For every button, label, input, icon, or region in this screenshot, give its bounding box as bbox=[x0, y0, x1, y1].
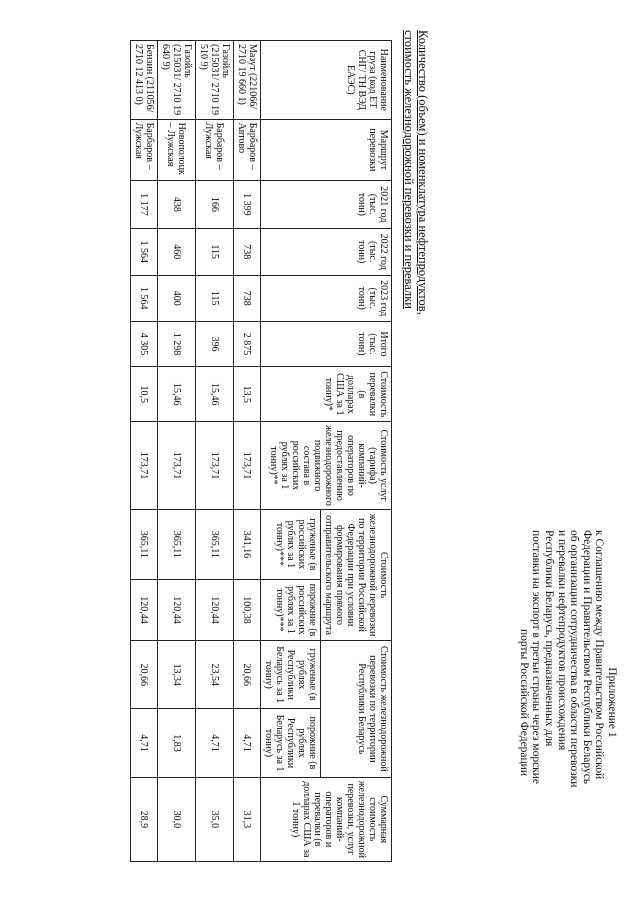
col-header-by-empty: порожние (в рублях Республики Беларусь за 1 тонну) bbox=[261, 709, 321, 777]
appendix-line: порты Российской Федерации bbox=[517, 629, 530, 776]
cell-total: 1 298 bbox=[158, 321, 196, 367]
cell-tariff: 173,71 bbox=[234, 422, 261, 510]
table-row bbox=[234, 41, 261, 862]
cell-route: Барбаров – Лужская bbox=[131, 119, 158, 181]
cell-rf-loaded: 341,16 bbox=[234, 509, 261, 579]
col-header-name: Наименование груза (код ЕТ СНГ/ ТН ВЭД ЕАЭС) bbox=[261, 41, 392, 120]
col-header-2022: 2022 год (тыс. тонн) bbox=[261, 228, 392, 275]
cell-2022: 460 bbox=[158, 228, 196, 275]
cell-rf-empty: 120,44 bbox=[158, 579, 196, 640]
cell-2022: 115 bbox=[196, 228, 234, 275]
cell-route: Барбаров – Лужская bbox=[196, 119, 234, 181]
cell-rf-loaded: 365,11 bbox=[158, 509, 196, 579]
cell-rf-empty: 100,38 bbox=[234, 579, 261, 640]
cell-rf-empty: 120,44 bbox=[131, 579, 158, 640]
cell-by-loaded: 23,54 bbox=[196, 641, 234, 709]
cell-total: 4 305 bbox=[131, 321, 158, 367]
appendix-block bbox=[517, 530, 618, 875]
cell-route: Новополоцк – Лужская bbox=[158, 119, 196, 181]
cell-rf-loaded: 365,11 bbox=[131, 509, 158, 579]
cell-tariff: 173,71 bbox=[196, 422, 234, 510]
cell-2021: 438 bbox=[158, 181, 196, 228]
cell-rf-loaded: 365,11 bbox=[196, 509, 234, 579]
col-header-sum: Суммарная стоимость железнодорожной перевозки, услуг компаний-операторов и перевалки (в долларах США за 1 тонну) bbox=[261, 777, 392, 861]
cell-sum: 28,9 bbox=[131, 777, 158, 861]
cell-transship: 15,46 bbox=[158, 367, 196, 422]
cell-name: Газойль (215031/ 2710 19 640 9) bbox=[158, 41, 196, 120]
col-header-transship: Стоимость перевалки (в долларах США за 1 тонну)* bbox=[261, 367, 392, 422]
cell-sum: 30,0 bbox=[158, 777, 196, 861]
cell-transship: 10,5 bbox=[131, 367, 158, 422]
cell-2022: 1 564 bbox=[131, 228, 158, 275]
col-header-by-group: Стоимость железнодорожной перевозки по территории Республики Беларусь bbox=[321, 641, 392, 778]
cell-2023: 400 bbox=[158, 275, 196, 321]
col-header-route: Маршрут перевозки bbox=[261, 119, 392, 181]
cell-by-loaded: 13,34 bbox=[158, 641, 196, 709]
petroleum-table bbox=[130, 40, 392, 862]
cell-by-empty: 1,83 bbox=[158, 709, 196, 777]
appendix-line: и перевалки нефтепродуктов происхождения bbox=[555, 530, 568, 751]
table-row bbox=[158, 41, 196, 862]
cell-name: Газойль (215031/ 2710 19 510 9) bbox=[196, 41, 234, 120]
table-row bbox=[131, 41, 158, 862]
cell-name: Мазут (221066/ 2710 19 660 1) bbox=[234, 41, 261, 120]
col-header-rf-empty: порожние (в российских рублях за 1 тонну)*** bbox=[261, 579, 321, 640]
cell-by-loaded: 20,66 bbox=[131, 641, 158, 709]
cell-by-empty: 4,71 bbox=[131, 709, 158, 777]
col-header-2023: 2023 год (тыс. тонн) bbox=[261, 275, 392, 321]
col-header-2021: 2021 год (тыс. тонн) bbox=[261, 181, 392, 228]
col-header-tariff: Стоимость услуг (тарифа) компаний-операторов по предоставлению железнодорожного подвижного состава в российских рублях за 1 тонну)** bbox=[261, 422, 392, 510]
cell-transship: 15,46 bbox=[196, 367, 234, 422]
cell-transship: 13,5 bbox=[234, 367, 261, 422]
appendix-line: к Соглашению между Правительством Российской bbox=[593, 530, 606, 780]
col-header-total: Итого (тыс. тонн) bbox=[261, 321, 392, 367]
cell-total: 2 875 bbox=[234, 321, 261, 367]
cell-by-empty: 4,71 bbox=[234, 709, 261, 777]
table-heading-line1: Количество (объем) и номенклатура нефтепродуктов, bbox=[416, 30, 430, 315]
cell-route: Барбаров – Автово bbox=[234, 119, 261, 181]
table-heading-line2: стоимость железнодорожной перевозки и перевалки bbox=[402, 30, 416, 309]
cell-sum: 31,3 bbox=[234, 777, 261, 861]
cell-2021: 166 bbox=[196, 181, 234, 228]
cell-2023: 115 bbox=[196, 275, 234, 321]
cell-rf-empty: 120,44 bbox=[196, 579, 234, 640]
cell-2023: 738 bbox=[234, 275, 261, 321]
cell-2022: 738 bbox=[234, 228, 261, 275]
cell-2023: 1 564 bbox=[131, 275, 158, 321]
cell-by-empty: 4,71 bbox=[196, 709, 234, 777]
appendix-line: об организации сотрудничества в области перевозки bbox=[568, 530, 581, 788]
cell-2021: 1 399 bbox=[234, 181, 261, 228]
table-row bbox=[196, 41, 234, 862]
appendix-line: Федерации и Правительством Республики Беларусь bbox=[580, 530, 593, 785]
cell-tariff: 173,71 bbox=[131, 422, 158, 510]
cell-total: 396 bbox=[196, 321, 234, 367]
appendix-line: поставки на экспорт в третьи страны через морские bbox=[530, 530, 543, 785]
appendix-line: Республики Беларусь, предназначенных для bbox=[543, 530, 556, 747]
cell-sum: 35,0 bbox=[196, 777, 234, 861]
cell-tariff: 173,71 bbox=[158, 422, 196, 510]
table-heading bbox=[402, 30, 430, 590]
appendix-title: Приложение 1 bbox=[606, 667, 618, 738]
col-header-by-loaded: груженые (в рублях Республики Беларусь за 1 тонну) bbox=[261, 641, 321, 709]
cell-name: Бензин (211056/ 2710 12 413 0) bbox=[131, 41, 158, 120]
col-header-rf-group: Стоимость железнодорожной перевозки по территории Российской Федерации при условии формирования прямого отправительского маршрута bbox=[321, 509, 392, 640]
cell-by-loaded: 20,66 bbox=[234, 641, 261, 709]
col-header-rf-loaded: груженые (в российских рублях за 1 тонну)*** bbox=[261, 509, 321, 579]
cell-2021: 1 177 bbox=[131, 181, 158, 228]
